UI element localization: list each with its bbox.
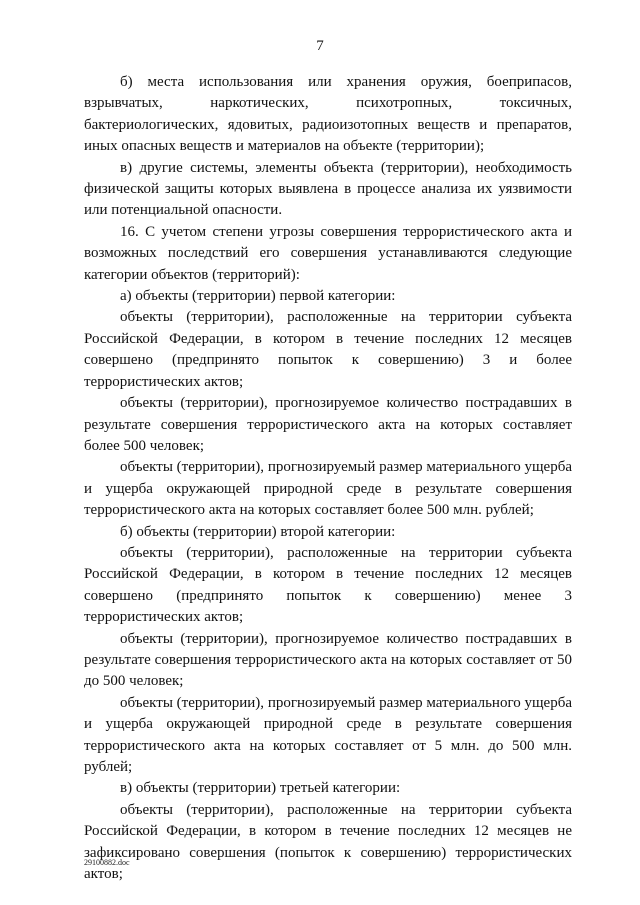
paragraph: а) объекты (территории) первой категории: [120, 288, 396, 305]
paragraph: 16. С учетом степени угрозы совершения террористического акта и возможных последствий его совершения устанавливаются следующие категории объектов (территорий): [84, 223, 572, 283]
paragraph: объекты (территории), прогнозируемый размер материального ущерба и ущерба окружающей природной среде в результате совершения террористического акта на которых составляет более 500 млн. рублей; [84, 459, 572, 519]
paragraph: в) объекты (территории) третьей категории: [120, 780, 401, 797]
paragraph: б) объекты (территории) второй категории: [120, 523, 396, 540]
paragraph: объекты (территории), прогнозируемое количество пострадавших в результате совершения террористического акта на которых составляет от 50 до 500 человек; [84, 630, 572, 690]
document-body [84, 72, 572, 885]
paragraph: объекты (территории), расположенные на территории субъекта Российской Федерации, в котором в течение последних 12 месяцев совершено (предпринято попыток к совершению) менее 3 террористических актов; [84, 544, 572, 626]
paragraph: объекты (территории), расположенные на территории субъекта Российской Федерации, в котором в течение последних 12 месяцев совершено (предпринято попыток к совершению) 3 и более террористических актов; [84, 309, 572, 390]
paragraph: объекты (территории), прогнозируемый размер материального ущерба и ущерба окружающей природной среде в результате совершения террористического акта на которых составляет от 5 млн. до 500 млн. рублей; [84, 694, 572, 775]
file-name-footer: 29100882.doc [84, 858, 130, 867]
paragraph: в) другие системы, элементы объекта (территории), необходимость физической защиты которых выявлена в процессе анализа их уязвимости или потенциальной опасности. [84, 159, 572, 219]
paragraph: объекты (территории), расположенные на территории субъекта Российской Федерации, в котором в течение последних 12 месяцев не зафиксировано совершения (попыток к совершению) террористических актов; [84, 801, 572, 883]
paragraph: объекты (территории), прогнозируемое количество пострадавших в результате совершения террористического акта на которых составляет более 500 человек; [84, 395, 572, 454]
paragraph: б) места использования или хранения оружия, боеприпасов, взрывчатых, наркотических, психотропных, токсичных, бактериологических, ядовитых, радиоизотопных веществ и препаратов, иных опасных веществ и материалов на объекте (территории); [84, 74, 572, 155]
page-number: 7 [316, 38, 324, 54]
